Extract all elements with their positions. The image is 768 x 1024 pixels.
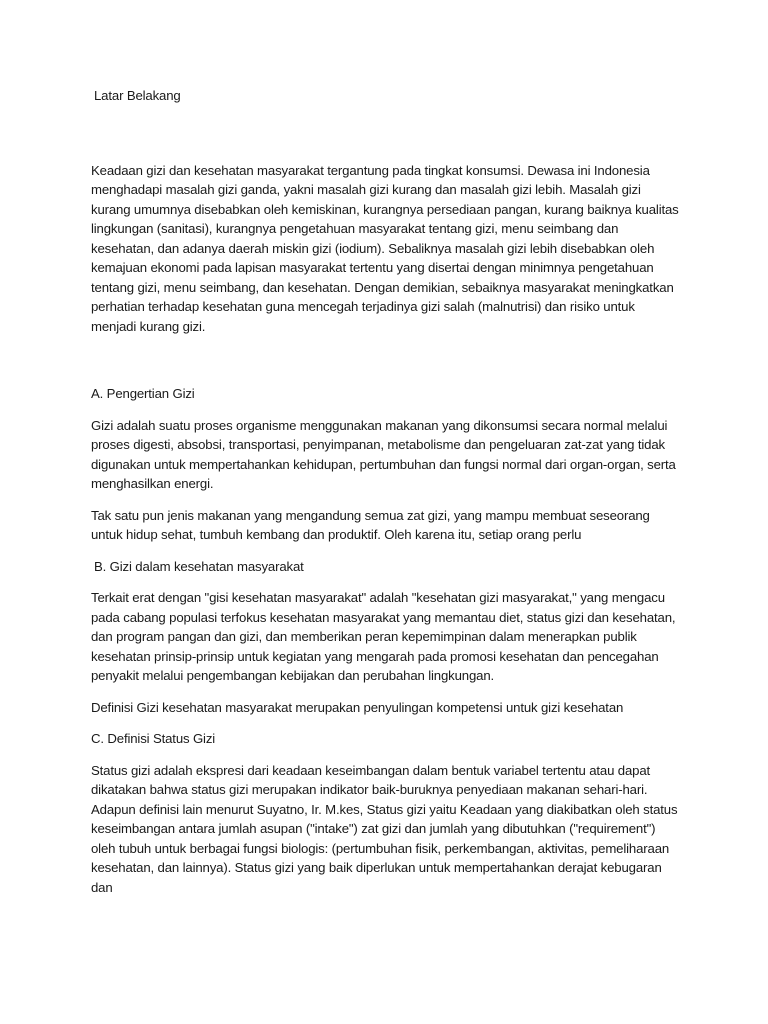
section-a-paragraph-2: Tak satu pun jenis makanan yang mengandung semua zat gizi, yang mampu membuat seseorang untuk hidup sehat, tumbuh kembang dan produktif. Oleh karena itu, setiap orang perlu	[91, 507, 650, 542]
section-b-paragraph-2: Definisi Gizi kesehatan masyarakat merupakan penyulingan kompetensi untuk gizi kesehatan	[91, 699, 624, 715]
intro-paragraph: Keadaan gizi dan kesehatan masyarakat tergantung pada tingkat konsumsi. Dewasa ini Indonesia menghadapi masalah gizi ganda, yakni masalah gizi kurang dan masalah gizi lebih. Masalah gizi kurang umumnya disebabkan oleh kemiskinan, kurangnya persediaan pangan, kurang baiknya kualitas lingkungan (sanitasi), kurangnya pengetahuan masyarakat tentang gizi, menu seimbang dan kesehatan, dan adanya daerah miskin gizi (iodium). Sebaliknya masalah gizi lebih disebabkan oleh kemajuan ekonomi pada lapisan masyarakat tertentu yang disertai dengan minimnya pengetahuan tentang gizi, menu seimbang, dan kesehatan. Dengan demikian, sebaiknya masyarakat meningkatkan perhatian terhadap kesehatan guna mencegah terjadinya gizi salah (malnutrisi) dan risiko untuk menjadi kurang gizi.	[91, 162, 679, 334]
section-c-paragraph-1: Status gizi adalah ekspresi dari keadaan keseimbangan dalam bentuk variabel tertentu atau dapat dikatakan bahwa status gizi merupakan indikator baik-buruknya penyediaan makanan sehari-hari. Adapun definisi lain menurut Suyatno, Ir. M.kes, Status gizi yaitu Keadaan yang diakibatkan oleh status keseimbangan antara jumlah asupan ("intake") zat gizi dan jumlah yang dibutuhkan ("requirement") oleh tubuh untuk berbagai fungsi biologis: (pertumbuhan fisik, perkembangan, aktivitas, pemeliharaan kesehatan, dan lainnya). Status gizi yang baik diperlukan untuk mempertahankan derajat kebugaran dan	[91, 762, 678, 895]
section-b-paragraph-1: Terkait erat dengan "gisi kesehatan masyarakat" adalah "kesehatan gizi masyarakat," yang mengacu pada cabang populasi terfokus kesehatan masyarakat yang memantau diet, status gizi dan kesehatan, dan program pangan dan gizi, dan memberikan peran kepemimpinan dalam menerapkan publik kesehatan prinsip-prinsip untuk kegiatan yang mengarah pada promosi kesehatan dan pencegahan penyakit melalui pengembangan kebijakan dan perubahan lingkungan.	[91, 590, 676, 683]
document-title: Latar Belakang	[94, 88, 181, 103]
section-c-heading: C. Definisi Status Gizi	[91, 731, 216, 746]
section-b-heading: B. Gizi dalam kesehatan masyarakat	[94, 558, 304, 574]
section-a-paragraph-1: Gizi adalah suatu proses organisme menggunakan makanan yang dikonsumsi secara normal melalui proses digesti, absobsi, transportasi, penyimpanan, metabolisme dan pengeluaran zat-zat yang tidak digunakan untuk mempertahankan kehidupan, pertumbuhan dan fungsi normal dari organ-organ, serta menghasilkan energi.	[91, 417, 676, 491]
document-body	[91, 86, 681, 909]
section-a-heading: A. Pengertian Gizi	[91, 386, 195, 401]
